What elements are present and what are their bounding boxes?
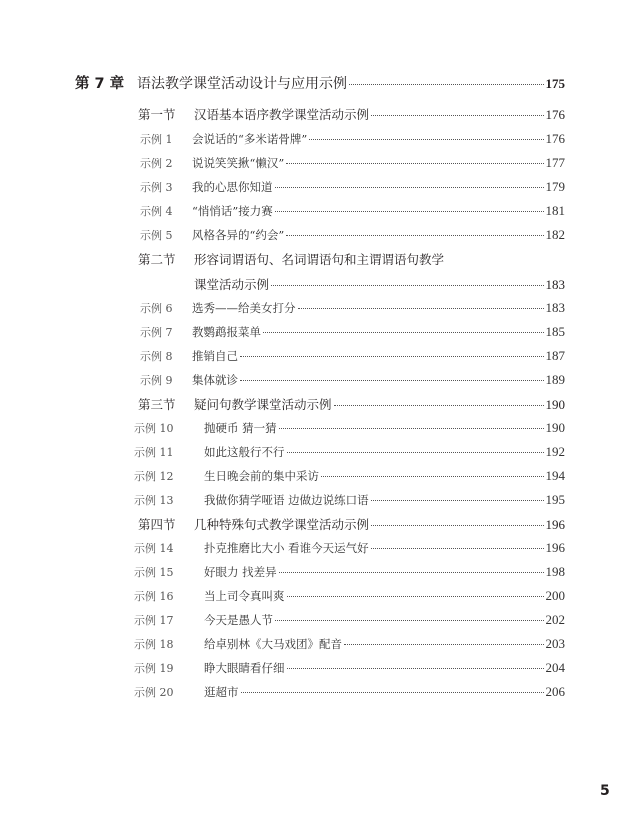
toc-example-entry[interactable] xyxy=(134,660,565,676)
section-title: 几种特殊句式教学课堂活动示例 xyxy=(194,517,370,532)
example-page: 190 xyxy=(545,420,565,435)
example-label: 示例 16 xyxy=(134,590,174,603)
example-page: 198 xyxy=(545,564,565,579)
dot-leader xyxy=(286,163,543,164)
toc-example-entry[interactable] xyxy=(134,468,565,484)
example-title: 今天是愚人节 xyxy=(204,613,273,627)
chapter-label: 第 7 章 xyxy=(75,76,125,92)
example-label: 示例 20 xyxy=(134,686,174,699)
example-title: 好眼力 找差异 xyxy=(204,565,277,579)
example-page: 189 xyxy=(545,372,565,387)
example-page: 196 xyxy=(545,540,565,555)
example-page: 192 xyxy=(545,444,565,459)
dot-leader xyxy=(287,452,544,453)
example-title: 教鹦鹉报菜单 xyxy=(192,325,261,339)
example-title: 推销自己 xyxy=(192,349,238,363)
toc-example-entry[interactable] xyxy=(134,540,565,556)
example-page: 179 xyxy=(545,179,565,194)
dot-leader xyxy=(371,525,543,526)
example-label: 示例 12 xyxy=(134,470,174,483)
example-label: 示例 3 xyxy=(140,181,173,194)
section-page: 196 xyxy=(545,517,565,532)
example-page: 177 xyxy=(545,155,565,170)
example-label: 示例 6 xyxy=(140,302,173,315)
section-label: 第四节 xyxy=(138,517,176,532)
toc-example-entry[interactable] xyxy=(140,348,565,364)
dot-leader xyxy=(275,211,544,212)
dot-leader xyxy=(279,572,544,573)
section-page: 183 xyxy=(545,277,565,292)
example-label: 示例 5 xyxy=(140,229,173,242)
dot-leader xyxy=(240,380,544,381)
toc-example-entry[interactable] xyxy=(140,179,565,195)
example-title: 扑克推磨比大小 看谁今天运气好 xyxy=(204,541,369,555)
example-page: 202 xyxy=(545,612,565,627)
dot-leader xyxy=(309,139,543,140)
example-title: 抛硬币 猜一猜 xyxy=(204,421,277,435)
dot-leader xyxy=(371,500,544,501)
dot-leader xyxy=(371,115,543,116)
example-title: 如此这般行不行 xyxy=(204,445,285,459)
example-title: 当上司令真叫爽 xyxy=(204,589,285,603)
example-page: 187 xyxy=(545,348,565,363)
toc-example-entry[interactable] xyxy=(140,131,565,147)
toc-section-entry[interactable] xyxy=(138,395,565,413)
example-title: 生日晚会前的集中采访 xyxy=(204,469,319,483)
example-label: 示例 1 xyxy=(140,133,173,146)
example-page: 206 xyxy=(545,684,565,699)
toc-example-entry[interactable] xyxy=(140,372,565,388)
dot-leader xyxy=(298,308,544,309)
dot-leader xyxy=(241,692,544,693)
dot-leader xyxy=(344,644,544,645)
section-page: 176 xyxy=(545,107,565,122)
chapter-page: 175 xyxy=(545,76,565,91)
dot-leader xyxy=(287,668,544,669)
toc-example-entry[interactable] xyxy=(140,227,565,243)
example-label: 示例 19 xyxy=(134,662,174,675)
example-label: 示例 10 xyxy=(134,422,174,435)
dot-leader xyxy=(286,235,543,236)
example-label: 示例 4 xyxy=(140,205,173,218)
dot-leader xyxy=(371,548,544,549)
example-page: 181 xyxy=(545,203,565,218)
example-title: “悄悄话”接力赛 xyxy=(192,204,273,218)
dot-leader xyxy=(271,285,543,286)
example-title: 说说笑笑揪“懒汉” xyxy=(192,156,285,170)
example-page: 194 xyxy=(545,468,565,483)
example-title: 睁大眼睛看仔细 xyxy=(204,661,285,675)
toc-example-entry[interactable] xyxy=(134,684,565,700)
section-title: 汉语基本语序教学课堂活动示例 xyxy=(194,107,370,122)
toc-example-entry[interactable] xyxy=(134,588,565,604)
example-page: 204 xyxy=(545,660,565,675)
example-page: 203 xyxy=(545,636,565,651)
dot-leader xyxy=(334,405,544,406)
toc-chapter-entry[interactable] xyxy=(75,72,565,93)
toc-example-entry[interactable] xyxy=(134,444,565,460)
toc-example-entry[interactable] xyxy=(140,324,565,340)
dot-leader xyxy=(240,356,544,357)
example-title: 我的心思你知道 xyxy=(192,180,273,194)
example-label: 示例 13 xyxy=(134,494,174,507)
example-label: 示例 18 xyxy=(134,638,174,651)
example-title: 风格各异的“约会” xyxy=(192,228,285,242)
section-label: 第二节 xyxy=(138,252,176,267)
dot-leader xyxy=(287,596,544,597)
dot-leader xyxy=(321,476,544,477)
section-label: 第三节 xyxy=(138,397,176,412)
toc-example-entry[interactable] xyxy=(140,155,565,171)
section-label: 第一节 xyxy=(138,107,176,122)
dot-leader xyxy=(349,84,544,85)
example-label: 示例 11 xyxy=(134,446,174,459)
example-page: 183 xyxy=(545,300,565,315)
example-title: 我做你猜学哑语 边做边说练口语 xyxy=(204,493,369,507)
chapter-title: 语法教学课堂活动设计与应用示例 xyxy=(137,76,347,92)
example-title: 会说话的“多米诺骨牌” xyxy=(192,132,308,146)
example-title: 选秀——给美女打分 xyxy=(192,301,296,315)
example-title: 集体就诊 xyxy=(192,373,238,387)
section-title: 疑问句教学课堂活动示例 xyxy=(194,397,332,412)
example-page: 185 xyxy=(545,324,565,339)
toc-section-entry-line2[interactable] xyxy=(194,275,565,293)
toc-example-entry[interactable] xyxy=(140,300,565,316)
section-title-continued: 课堂活动示例 xyxy=(194,277,270,292)
toc-example-entry[interactable] xyxy=(140,203,565,219)
toc-section-entry-line1[interactable] xyxy=(138,250,444,268)
example-label: 示例 8 xyxy=(140,350,173,363)
example-label: 示例 2 xyxy=(140,157,173,170)
page-number: 5 xyxy=(600,783,610,799)
section-title: 形容词谓语句、名词谓语句和主谓谓语句教学 xyxy=(194,252,445,267)
dot-leader xyxy=(275,620,544,621)
example-title: 给卓别林《大马戏团》配音 xyxy=(204,637,342,651)
example-label: 示例 14 xyxy=(134,542,174,555)
toc-section-entry[interactable] xyxy=(138,515,565,533)
dot-leader xyxy=(279,428,544,429)
example-label: 示例 15 xyxy=(134,566,174,579)
section-page: 190 xyxy=(545,397,565,412)
example-title: 逛超市 xyxy=(204,685,239,699)
example-page: 200 xyxy=(545,588,565,603)
example-page: 182 xyxy=(545,227,565,242)
toc-example-entry[interactable] xyxy=(134,492,565,508)
example-page: 176 xyxy=(545,131,565,146)
example-label: 示例 17 xyxy=(134,614,174,627)
example-page: 195 xyxy=(545,492,565,507)
example-label: 示例 9 xyxy=(140,374,173,387)
toc-example-entry[interactable] xyxy=(134,612,565,628)
toc-section-entry[interactable] xyxy=(138,105,565,123)
dot-leader xyxy=(263,332,544,333)
toc-example-entry[interactable] xyxy=(134,420,565,436)
toc-example-entry[interactable] xyxy=(134,564,565,580)
example-label: 示例 7 xyxy=(140,326,173,339)
dot-leader xyxy=(275,187,544,188)
toc-example-entry[interactable] xyxy=(134,636,565,652)
